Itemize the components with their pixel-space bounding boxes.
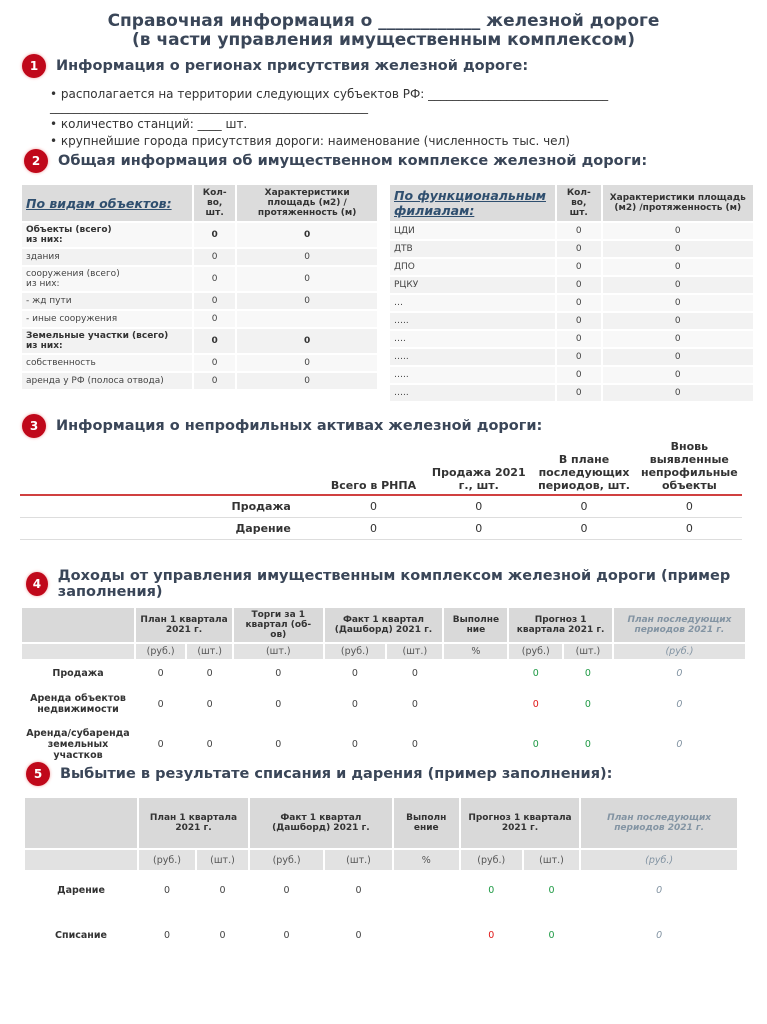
cell-value: 0 [157, 698, 164, 710]
column-header: Торги за 1 квартал (об-ов) [234, 608, 322, 642]
cell-value: 0 [637, 495, 742, 517]
cell-value: 0 [532, 738, 539, 750]
cell-value: 0 [237, 249, 377, 265]
cell-value: 0 [237, 267, 377, 291]
table-row [22, 311, 377, 327]
units-row [25, 850, 737, 870]
region-info-list: • располагается на территории следующих субъектов РФ: ______________________________ _____________________________________________________ • количество станций: ____ шт. • крупнейшие города присутствия дороги: наименование (численность тыс. чел) [50, 87, 609, 148]
column-header: План последующих периодов 2021 г. [614, 608, 745, 642]
row-label: - иные сооружения [22, 311, 192, 327]
cell-value: 0 [557, 367, 601, 383]
column-header: Характеристики площадь (м2) /протяженность (м) [237, 185, 377, 221]
noncore-assets-table [20, 438, 742, 540]
income-table [20, 606, 747, 767]
cell-value: 0 [411, 698, 418, 710]
cell-value: 0 [531, 495, 636, 517]
column-header: Всего в РНПА [321, 438, 426, 495]
column-header: По видам объектов: [22, 185, 192, 221]
column-header: План 1 квартала 2021 г. [136, 608, 232, 642]
cell-value: 0 [206, 698, 213, 710]
cell-value: 0 [355, 929, 362, 941]
table-row [22, 661, 745, 685]
cell-value: 0 [351, 667, 358, 679]
column-header: В плане последующих периодов, шт. [531, 438, 636, 495]
unit-label: (шт.) [564, 644, 612, 659]
unit-label: (шт.) [234, 644, 322, 659]
cell-value: 0 [557, 259, 601, 275]
column-header: Факт 1 квартал (Дашборд) 2021 г. [250, 798, 392, 848]
page-title: Справочная информация о ____________ железной дороге (в части управления имущественным комплексом) [107, 11, 660, 50]
table-row [390, 277, 753, 293]
disposal-table [23, 796, 739, 962]
table-row [25, 910, 737, 960]
section-number-badge: 4 [26, 572, 48, 596]
table-row [390, 223, 753, 239]
cell-value [444, 723, 507, 765]
cell-value: 0 [321, 517, 426, 539]
table-row [20, 495, 742, 517]
cell-value: 0 [676, 738, 683, 750]
cell-value: 0 [237, 223, 377, 247]
column-header: Прогноз 1 квартала 2021 г. [461, 798, 580, 848]
table-row [390, 295, 753, 311]
table-row [390, 259, 753, 275]
cell-value [394, 910, 459, 960]
cell-value: 0 [194, 267, 235, 291]
unit-label [25, 850, 137, 870]
header-row [20, 438, 742, 495]
cell-value: 0 [194, 293, 235, 309]
row-label: - жд пути [22, 293, 192, 309]
cell-value: 0 [194, 329, 235, 353]
cell-value: 0 [603, 349, 754, 365]
cell-value: 0 [237, 293, 377, 309]
row-label: Дарение [20, 517, 321, 539]
unit-label: (руб.) [581, 850, 737, 870]
column-header [20, 438, 321, 495]
table-row [22, 267, 377, 291]
section-number-badge: 2 [24, 149, 48, 173]
cell-value: 0 [355, 884, 362, 896]
header-row [22, 185, 377, 221]
cell-value: 0 [603, 223, 754, 239]
row-label: ЦДИ [390, 223, 555, 239]
row-label: ДПО [390, 259, 555, 275]
cell-value: 0 [548, 929, 555, 941]
cell-value: 0 [656, 929, 663, 941]
table-row [22, 687, 745, 721]
column-header: Выполн ение [394, 798, 459, 848]
cell-value: 0 [283, 884, 290, 896]
row-label: ….. [390, 385, 555, 401]
cell-value: 0 [676, 667, 683, 679]
cell-value: 0 [603, 277, 754, 293]
row-label: ….. [390, 367, 555, 383]
cell-value: 0 [411, 738, 418, 750]
unit-label: % [394, 850, 459, 870]
column-header: По функциональным филиалам: [390, 185, 555, 221]
table-row [390, 241, 753, 257]
cell-value [394, 872, 459, 908]
cell-value: 0 [157, 738, 164, 750]
cell-value: 0 [219, 929, 226, 941]
cell-value: 0 [163, 884, 171, 896]
section-3-heading: 3 Информация о непрофильных активах железной дороги: [22, 414, 542, 438]
cell-value: 0 [194, 249, 235, 265]
row-label: ….. [390, 313, 555, 329]
header-row [25, 798, 737, 848]
column-header: Продажа 2021 г., шт. [426, 438, 531, 495]
row-label: здания [22, 249, 192, 265]
table-row [390, 385, 753, 401]
cell-value: 0 [411, 667, 418, 679]
cell-value: 0 [157, 667, 164, 679]
cell-value: 0 [603, 241, 754, 257]
table-row [22, 723, 745, 765]
row-label: Аренда/субаренда земельных участков [26, 727, 130, 761]
cell-value: 0 [557, 349, 601, 365]
header-row [22, 608, 745, 642]
cell-value: 0 [603, 313, 754, 329]
table-row [22, 223, 377, 247]
row-label: Земельные участки (всего) из них: [22, 329, 192, 353]
cell-value: 0 [426, 495, 531, 517]
header-row [390, 185, 753, 221]
cell-value: 0 [584, 698, 591, 710]
unit-label: (шт.) [387, 644, 442, 659]
unit-label [22, 644, 134, 659]
table-row [390, 349, 753, 365]
cell-value: 0 [557, 277, 601, 293]
cell-value: 0 [275, 667, 282, 679]
row-label: Продажа [20, 495, 321, 517]
unit-label: (шт.) [325, 850, 392, 870]
cell-value: 0 [637, 517, 742, 539]
section-1-heading: 1 Информация о регионах присутствия железной дороге: [22, 54, 528, 78]
row-label: … [390, 295, 555, 311]
cell-value: 0 [237, 355, 377, 371]
cell-value: 0 [557, 295, 601, 311]
column-header: Выполне ние [444, 608, 507, 642]
cell-value: 0 [275, 698, 282, 710]
column-header [22, 608, 134, 642]
unit-label: (руб.) [614, 644, 745, 659]
cell-value: 0 [557, 331, 601, 347]
cell-value: 0 [603, 367, 754, 383]
cell-value: 0 [219, 884, 226, 896]
objects-by-branch-table [388, 183, 755, 403]
cell-value: 0 [603, 259, 754, 275]
section-number-badge: 1 [22, 54, 46, 78]
unit-label: % [444, 644, 507, 659]
row-label: Аренда объектов недвижимости [30, 693, 126, 715]
table-row [390, 331, 753, 347]
section-5-heading: 5 Выбытие в результате списания и дарения (пример заполнения): [26, 762, 612, 786]
cell-value: 0 [603, 385, 754, 401]
column-header: Кол-во, шт. [194, 185, 235, 221]
cell-value: 0 [206, 667, 213, 679]
cell-value: 0 [163, 929, 171, 941]
unit-label: (руб.) [461, 850, 522, 870]
cell-value: 0 [532, 698, 539, 710]
column-header: План 1 квартала 2021 г. [139, 798, 248, 848]
cell-value [444, 687, 507, 721]
unit-label: (руб.) [509, 644, 562, 659]
table-row [22, 249, 377, 265]
cell-value: 0 [237, 373, 377, 389]
section-number-badge: 3 [22, 414, 46, 438]
row-label: Продажа [52, 667, 104, 679]
table-row [20, 517, 742, 539]
table-row [25, 872, 737, 908]
cell-value: 0 [351, 698, 358, 710]
unit-label: (руб.) [136, 644, 185, 659]
column-header [25, 798, 137, 848]
cell-value: 0 [584, 667, 591, 679]
cell-value: 0 [488, 884, 495, 896]
column-header: Вновь выявленные непрофильные объекты [637, 438, 742, 495]
cell-value: 0 [557, 385, 601, 401]
cell-value: 0 [557, 313, 601, 329]
unit-label: (шт.) [524, 850, 579, 870]
row-label: РЦКУ [390, 277, 555, 293]
cell-value: 0 [531, 517, 636, 539]
row-label: сооружения (всего) из них: [22, 267, 192, 291]
section-number-badge: 5 [26, 762, 50, 786]
cell-value: 0 [194, 373, 235, 389]
cell-value: 0 [275, 738, 282, 750]
row-label: Списание [55, 929, 107, 941]
row-label: Объекты (всего) из них: [22, 223, 192, 247]
cell-value: 0 [532, 667, 539, 679]
cell-value: 0 [584, 738, 591, 750]
row-label: аренда у РФ (полоса отвода) [22, 373, 192, 389]
unit-label: (руб.) [139, 850, 195, 870]
row-label: ДТВ [390, 241, 555, 257]
table-row [390, 367, 753, 383]
cell-value: 0 [426, 517, 531, 539]
units-row [22, 644, 745, 659]
unit-label: (руб.) [325, 644, 386, 659]
cell-value: 0 [237, 329, 377, 353]
column-header: Кол-во, шт. [557, 185, 601, 221]
cell-value: 0 [557, 241, 601, 257]
column-header: План последующих периодов 2021 г. [581, 798, 737, 848]
row-label: Дарение [57, 884, 105, 896]
cell-value: 0 [351, 738, 358, 750]
cell-value: 0 [603, 331, 754, 347]
cell-value: 0 [321, 495, 426, 517]
cell-value: 0 [656, 884, 663, 896]
cell-value: 0 [283, 929, 290, 941]
cell-value: 0 [676, 698, 683, 710]
cell-value [237, 311, 377, 327]
column-header: Характеристики площадь (м2) /протяженность (м) [603, 185, 754, 221]
cell-value: 0 [603, 295, 754, 311]
cell-value: 0 [206, 738, 213, 750]
unit-label: (шт.) [197, 850, 248, 870]
unit-label: (шт.) [187, 644, 232, 659]
section-4-heading: 4 Доходы от управления имущественным комплексом железной дороги (пример заполнения) [26, 568, 767, 600]
table-row [390, 313, 753, 329]
section-2-heading: 2 Общая информация об имущественном комплексе железной дороги: [24, 149, 647, 173]
cell-value: 0 [194, 223, 235, 247]
table-row [22, 329, 377, 353]
table-row [22, 293, 377, 309]
row-label: собственность [22, 355, 192, 371]
column-header: Прогноз 1 квартала 2021 г. [509, 608, 611, 642]
column-header: Факт 1 квартал (Дашборд) 2021 г. [325, 608, 443, 642]
cell-value: 0 [194, 355, 235, 371]
unit-label: (руб.) [250, 850, 323, 870]
objects-by-type-table [20, 183, 379, 391]
row-label: …. [390, 331, 555, 347]
row-label: ….. [390, 349, 555, 365]
cell-value: 0 [548, 884, 555, 896]
cell-value: 0 [557, 223, 601, 239]
cell-value: 0 [194, 311, 235, 327]
table-row [22, 355, 377, 371]
cell-value: 0 [488, 929, 495, 941]
table-row [22, 373, 377, 389]
cell-value [444, 661, 507, 685]
